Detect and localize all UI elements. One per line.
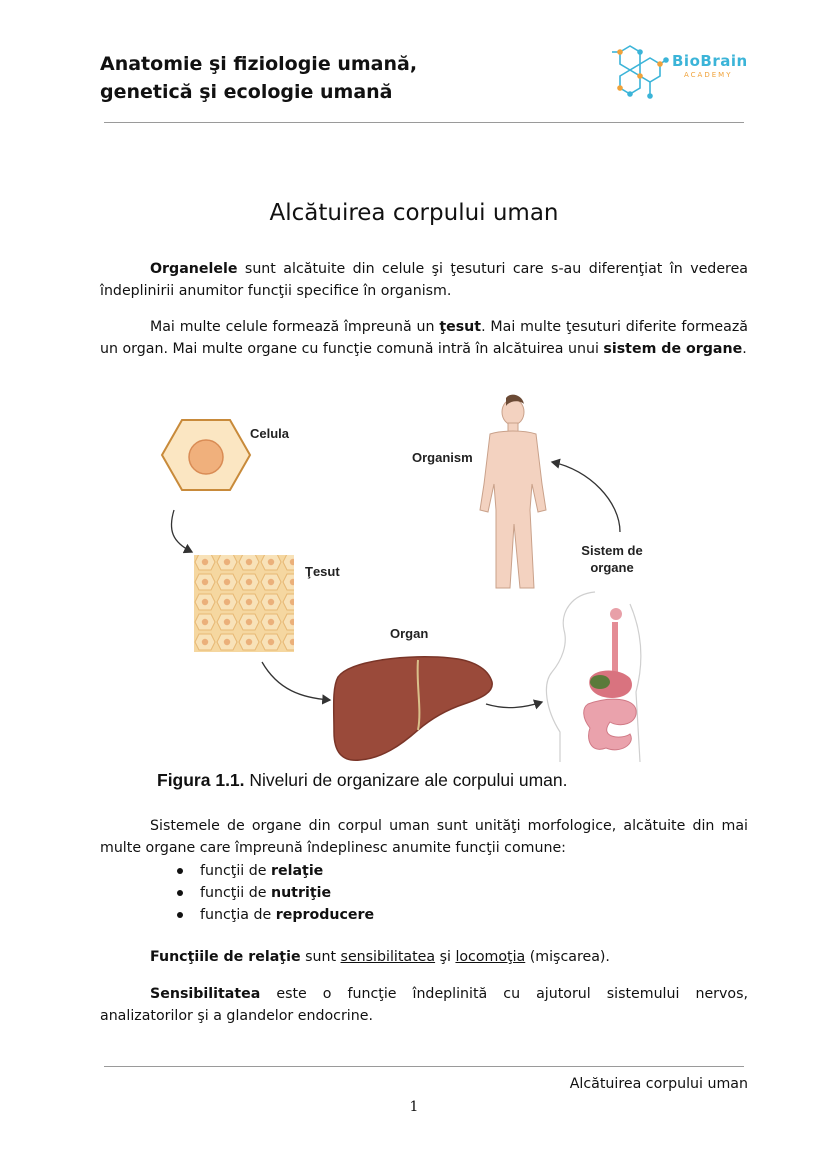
header-title [100,50,417,106]
biobrain-logo [608,40,758,102]
header-title-line1: Anatomie şi fiziologie umană, [100,53,418,75]
cell-icon [162,420,250,490]
list-item: funcţii de relaţie [175,860,374,882]
header-title-line2: genetică şi ecologie umană [100,81,393,103]
label-celula: Celula [250,426,290,441]
label-organism: Organism [412,450,473,465]
list-item: funcţii de nutriţie [175,882,374,904]
label-tesut: Ţesut [305,564,340,579]
page-number: 1 [409,1099,419,1115]
tissue-icon [194,555,294,652]
arrow-cell-to-tissue [171,510,192,552]
paragraph-organs: Organelele sunt alcătuite din celule şi ţesuturi care s-au diferenţiat în vederea îndeplinirii anumitor funcţii specifice în organism. [100,261,748,299]
liver-icon [334,657,493,760]
footer-chapter-title: Alcătuirea corpului uman [569,1076,748,1092]
term-tesut: ţesut [439,319,482,335]
term-sensibilitatea: sensibilitatea [340,949,436,965]
document-title: Alcătuirea corpului uman [269,200,559,226]
paragraph-relation-functions: Funcţiile de relaţie sunt sensibilitatea şi locomoţia (mişcarea). [150,949,610,965]
logo-subtext: ACADEMY [684,71,733,79]
footer-divider [104,1066,744,1067]
figure-caption: Figura 1.1. Niveluri de organizare ale corpului uman. [157,770,568,790]
label-organ: Organ [390,626,429,641]
paragraph-levels: Mai multe celule formează împreună un ţesut. Mai multe ţesuturi diferite formează un organ. Mai multe organe cu funcţie comună intră în alcătuirea unui sistem de organe. [100,319,748,357]
term-sistem-de-organe: sistem de organe [603,341,743,357]
label-sistem-de-organe: Sistem de organe [581,543,643,575]
logo-text: BioBrain [672,52,748,70]
human-body-icon [480,395,546,588]
arrow-system-to-organism [552,462,620,532]
arrow-organ-to-system [486,702,542,708]
figure-organization-levels [150,392,710,767]
figure-number: Figura 1.1. [157,770,245,790]
paragraph-systems: Sistemele de organe din corpul uman sunt unităţi morfologice, alcătuite din mai multe organe care împreună îndeplinesc anumite funcţii comune: [100,818,748,856]
figure-illustration [150,392,710,767]
paragraph-sensibility: Sensibilitatea este o funcţie îndeplinită cu ajutorul sistemului nervos, analizatorilor şi a glandelor endocrine. [100,986,748,1024]
term-organele: Organelele [150,261,238,277]
digestive-system-icon [546,592,640,762]
list-item: funcţia de reproducere [175,904,374,926]
term-locomotia: locomoţia [455,949,526,965]
functions-list [175,860,374,926]
header-divider [104,122,744,123]
arrow-tissue-to-organ [262,662,330,700]
